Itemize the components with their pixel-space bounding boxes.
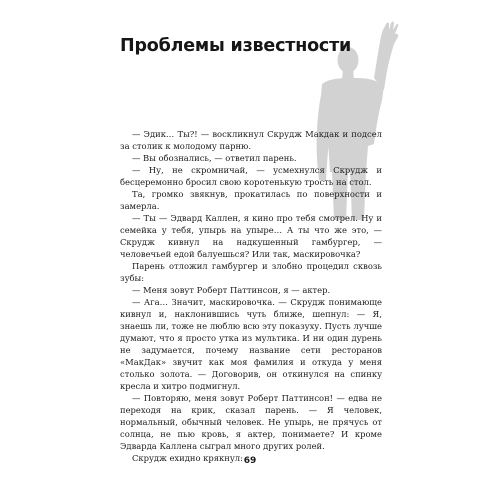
chapter-title: Проблемы известности (120, 36, 352, 56)
page-number: 69 (243, 456, 257, 466)
paragraph: — Ты — Эдвард Каллен, я кино про тебя смотрел. Ну и семейка у тебя, упырь на упыре… А ты что же это, — Скрудж кивнул на надкушенный гамбургер, — человечьей едой балуешься? Или так, маскировочка? (120, 213, 382, 260)
paragraph: Парень отложил гамбургер и злобно процедил сквозь зубы: (120, 261, 382, 284)
paragraph: — Ну, не скромничай, — усмехнулся Скрудж и бесцеремонно бросил свою коротенькую трость на стол. (120, 165, 382, 188)
paragraph: — Вы обознались, — ответил парень. (132, 153, 297, 164)
body-text (120, 128, 382, 464)
paragraph: — Повторяю, меня зовут Роберт Паттинсон! — едва не переходя на крик, сказал парень. — Я человек, нормальный, обычный человек. Не упырь, не прячусь от солнца, не пью кровь, я актер, понимаете? И кроме Эдварда Каллена сыграл много других ролей. (120, 393, 382, 452)
paragraph: — Меня зовут Роберт Паттинсон, я — актер. (132, 285, 331, 296)
paragraph: — Ага… Значит, маскировочка. — Скрудж понимающе кивнул и, наклонившись чуть ближе, шепнул: — Я, знаешь ли, тоже не люблю всю эту показуху. Пусть лучше думают, что я просто утка из мультика. И ни один дурень не задумается, почему название сети ресторанов «МакДак» звучит как моя фамилия и откуда у меня столько золота. — Договорив, он откинулся на спинку кресла и хитро подмигнул. (120, 297, 382, 392)
paragraph: — Эдик… Ты?! — воскликнул Скрудж Макдак и подсел за столик к молодому парню. (120, 129, 382, 152)
paragraph: Та, громко звякнув, прокатилась по поверхности и замерла. (120, 189, 382, 212)
paragraph: Скрудж ехидно крякнул: (132, 453, 243, 464)
